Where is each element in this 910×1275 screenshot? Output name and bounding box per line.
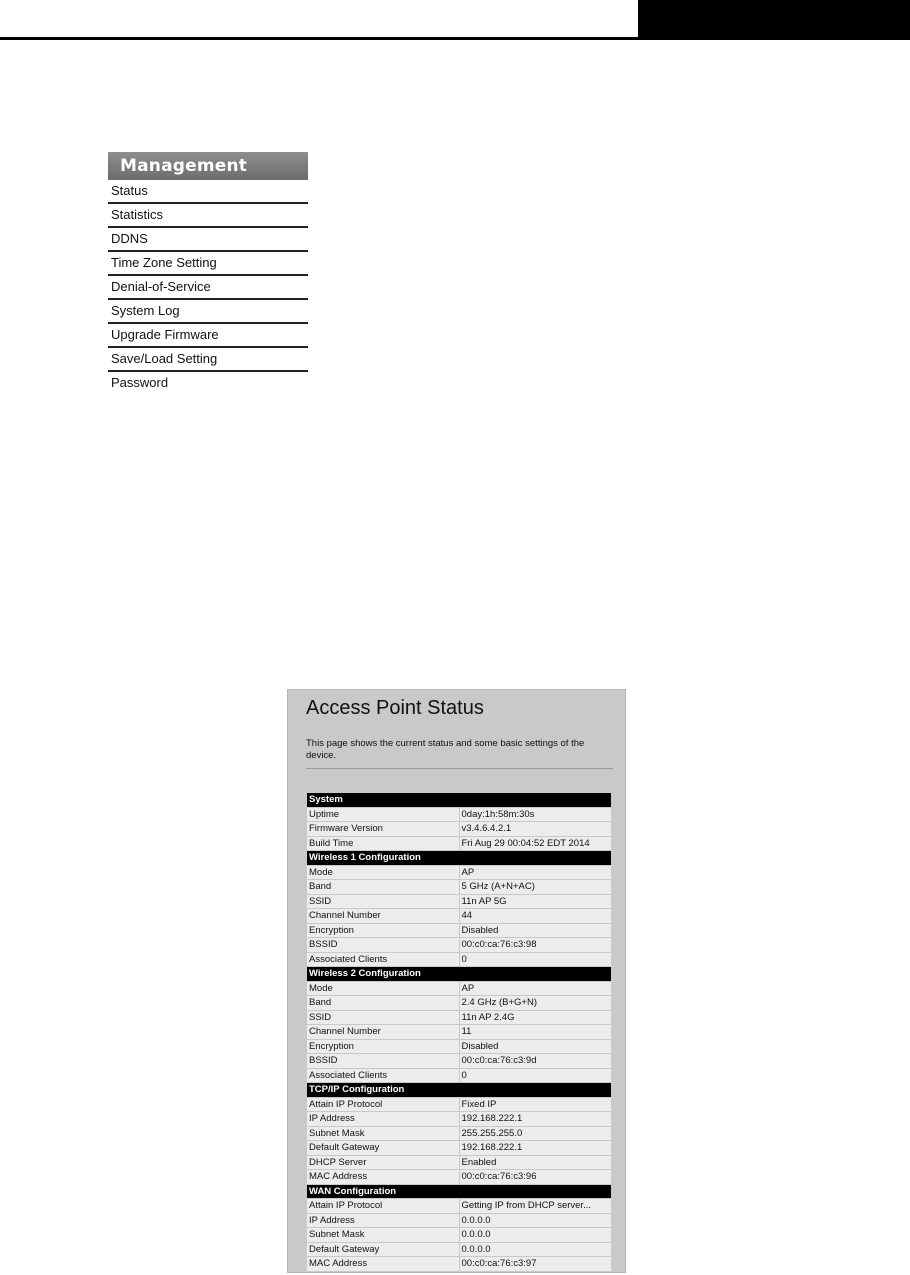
menu-item-denial-of-service[interactable]: Denial-of-Service [108, 276, 308, 300]
table-row [307, 1155, 612, 1170]
table-row [307, 1112, 612, 1127]
table-row [307, 822, 612, 837]
row-value: 00:c0:ca:76:c3:98 [459, 938, 612, 953]
section-title: System [307, 793, 612, 808]
status-table [306, 792, 612, 1272]
section-header-wan [307, 1184, 612, 1199]
row-value: Enabled [459, 1155, 612, 1170]
menu-item-password[interactable]: Password [111, 375, 169, 390]
row-label: Channel Number [307, 1025, 460, 1040]
row-value: 0 [459, 1068, 612, 1083]
page-description: This page shows the current status and some basic settings of the device. [306, 738, 585, 761]
row-value: 0 [459, 952, 612, 967]
table-row [307, 894, 612, 909]
section-title: WAN Configuration [307, 1184, 612, 1199]
row-label: Subnet Mask [307, 1228, 460, 1243]
row-value: 2.4 GHz (B+G+N) [459, 996, 612, 1011]
row-label: Firmware Version [307, 822, 460, 837]
page-title: Access Point Status [306, 697, 484, 719]
section-title: TCP/IP Configuration [307, 1083, 612, 1098]
row-label: Associated Clients [307, 952, 460, 967]
table-row [307, 865, 612, 880]
row-label: Default Gateway [307, 1141, 460, 1156]
row-value: 0.0.0.0 [459, 1228, 612, 1243]
row-label: SSID [307, 894, 460, 909]
row-value: Getting IP from DHCP server... [459, 1199, 612, 1214]
row-value: Disabled [459, 1039, 612, 1054]
table-row [307, 1097, 612, 1112]
access-point-status-panel [287, 689, 626, 1273]
row-label: Encryption [307, 923, 460, 938]
table-row [307, 1170, 612, 1185]
row-value: Fixed IP [459, 1097, 612, 1112]
header-tab [638, 0, 910, 39]
section-title: Wireless 2 Configuration [307, 967, 612, 982]
row-value: 44 [459, 909, 612, 924]
row-label: MAC Address [307, 1257, 460, 1272]
table-row [307, 923, 612, 938]
row-label: Attain IP Protocol [307, 1199, 460, 1214]
menu-item-time-zone-setting[interactable]: Time Zone Setting [108, 252, 308, 276]
row-value: 00:c0:ca:76:c3:96 [459, 1170, 612, 1185]
row-label: Mode [307, 981, 460, 996]
row-label: Build Time [307, 836, 460, 851]
row-value: Fri Aug 29 00:04:52 EDT 2014 [459, 836, 612, 851]
table-row [307, 1054, 612, 1069]
menu-item-save-load-setting[interactable]: Save/Load Setting [108, 348, 308, 372]
section-header-wireless-2 [307, 967, 612, 982]
row-value: 0day:1h:58m:30s [459, 807, 612, 822]
section-header-tcpip [307, 1083, 612, 1098]
table-row [307, 952, 612, 967]
management-title: Management [108, 152, 308, 180]
table-row [307, 938, 612, 953]
row-value: 11 [459, 1025, 612, 1040]
row-label: Channel Number [307, 909, 460, 924]
table-row [307, 1068, 612, 1083]
row-value: 00:c0:ca:76:c3:97 [459, 1257, 612, 1272]
table-row [307, 1213, 612, 1228]
row-label: Default Gateway [307, 1242, 460, 1257]
table-row [307, 1257, 612, 1272]
table-row [307, 996, 612, 1011]
row-value: 11n AP 5G [459, 894, 612, 909]
row-label: Band [307, 996, 460, 1011]
row-label: Encryption [307, 1039, 460, 1054]
section-header-system [307, 793, 612, 808]
table-row [307, 1025, 612, 1040]
row-value: 0.0.0.0 [459, 1213, 612, 1228]
row-value: 5 GHz (A+N+AC) [459, 880, 612, 895]
menu-item-status[interactable]: Status [108, 180, 308, 204]
table-row [307, 807, 612, 822]
table-row [307, 1199, 612, 1214]
row-value: v3.4.6.4.2.1 [459, 822, 612, 837]
row-value: AP [459, 981, 612, 996]
table-row [307, 836, 612, 851]
row-value: 192.168.222.1 [459, 1112, 612, 1127]
table-row [307, 1141, 612, 1156]
table-row [307, 1242, 612, 1257]
row-label: DHCP Server [307, 1155, 460, 1170]
row-value: Disabled [459, 923, 612, 938]
row-value: 0.0.0.0 [459, 1242, 612, 1257]
row-label: SSID [307, 1010, 460, 1025]
row-label: IP Address [307, 1112, 460, 1127]
row-label: IP Address [307, 1213, 460, 1228]
row-label: BSSID [307, 938, 460, 953]
row-label: Mode [307, 865, 460, 880]
row-label: MAC Address [307, 1170, 460, 1185]
row-value: 192.168.222.1 [459, 1141, 612, 1156]
menu-item-system-log[interactable]: System Log [108, 300, 308, 324]
table-row [307, 1039, 612, 1054]
row-label: Attain IP Protocol [307, 1097, 460, 1112]
menu-item-ddns[interactable]: DDNS [108, 228, 308, 252]
divider [306, 768, 613, 769]
menu-item-upgrade-firmware[interactable]: Upgrade Firmware [108, 324, 308, 348]
row-label: Uptime [307, 807, 460, 822]
section-title: Wireless 1 Configuration [307, 851, 612, 866]
row-label: Associated Clients [307, 1068, 460, 1083]
row-label: Band [307, 880, 460, 895]
table-row [307, 880, 612, 895]
row-value: AP [459, 865, 612, 880]
table-row [307, 909, 612, 924]
management-menu [108, 152, 308, 394]
row-value: 255.255.255.0 [459, 1126, 612, 1141]
table-row [307, 981, 612, 996]
menu-item-statistics[interactable]: Statistics [108, 204, 308, 228]
table-row [307, 1010, 612, 1025]
row-label: BSSID [307, 1054, 460, 1069]
row-label: Subnet Mask [307, 1126, 460, 1141]
row-value: 00:c0:ca:76:c3:9d [459, 1054, 612, 1069]
row-value: 11n AP 2.4G [459, 1010, 612, 1025]
section-header-wireless-1 [307, 851, 612, 866]
table-row [307, 1228, 612, 1243]
table-row [307, 1126, 612, 1141]
